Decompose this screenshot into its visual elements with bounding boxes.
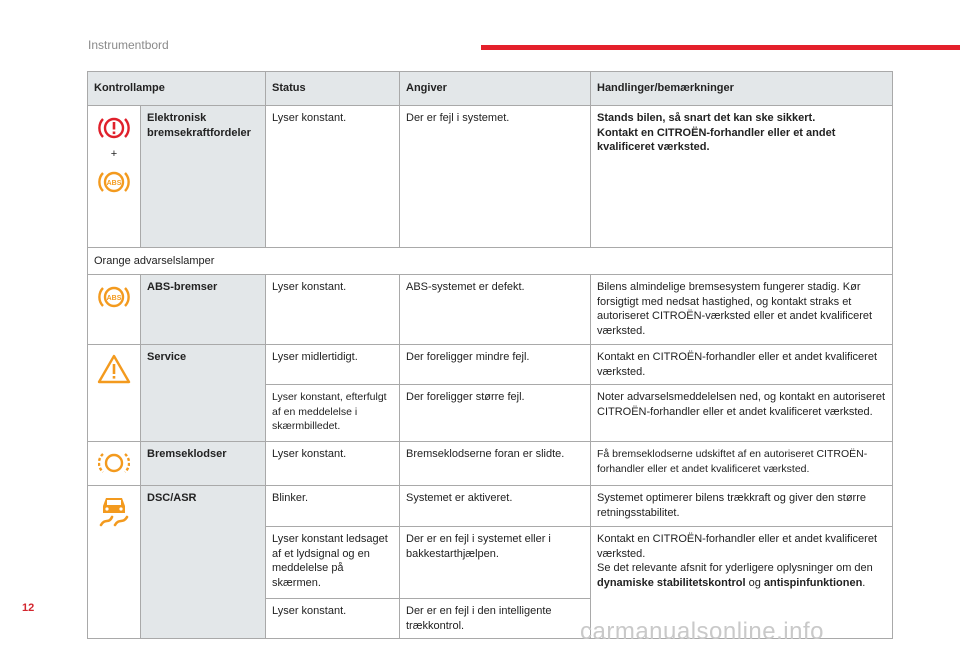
page-number: 12 xyxy=(22,602,35,614)
action-text-part: . xyxy=(862,576,866,589)
section-row xyxy=(88,248,893,275)
warning-triangle-icon xyxy=(97,353,131,385)
meaning-cell: ABS-systemet er defekt. xyxy=(400,275,591,345)
lamp-icon-cell xyxy=(88,486,141,639)
action-cell: Noter advarselsmeddelelsen ned, og kontakt en autoriseret CITROËN-forhandler eller et andet kvalificeret værksted. xyxy=(591,385,893,442)
meaning-cell: Systemet er aktiveret. xyxy=(400,486,591,527)
table-row xyxy=(88,106,893,248)
table-row xyxy=(88,345,893,385)
action-text-part: og xyxy=(745,576,764,589)
warning-lamp-table xyxy=(87,71,893,639)
svg-text:ABS: ABS xyxy=(106,295,122,302)
brake-warning-icon xyxy=(98,114,130,142)
action-text: Kontakt en CITROËN-forhandler eller et andet kvalificeret værksted. xyxy=(597,533,878,560)
status-cell: Lyser konstant. xyxy=(266,106,400,248)
lamp-icon-cell xyxy=(88,442,141,486)
accent-bar xyxy=(481,45,960,50)
action-cell: Kontakt en CITROËN-forhandler eller et andet kvalificeret værksted. xyxy=(591,345,893,385)
action-cell: Systemet optimerer bilens trækkraft og giver den større retningsstabilitet. xyxy=(591,486,893,527)
action-text-part: Se det relevante afsnit for yderligere oplysninger om den xyxy=(597,562,873,574)
table-header-row xyxy=(88,72,893,106)
abs-icon xyxy=(98,168,130,196)
action-text xyxy=(597,561,886,590)
col-header-lamp: Kontrollampe xyxy=(88,72,266,106)
status-cell: Lyser midlertidigt. xyxy=(266,345,400,385)
svg-text:ABS: ABS xyxy=(106,180,122,187)
meaning-cell: Der er en fejl i den intelligente trækkontrol. xyxy=(400,599,591,639)
meaning-cell: Der foreligger større fejl. xyxy=(400,385,591,442)
col-header-meaning: Angiver xyxy=(400,72,591,106)
meaning-cell: Der foreligger mindre fejl. xyxy=(400,345,591,385)
status-cell: Lyser konstant ledsaget af et lydsignal og en meddelelse på skærmen. xyxy=(266,527,400,599)
lamp-name: ABS-bremser xyxy=(141,275,266,345)
lamp-icon-cell xyxy=(88,275,141,345)
action-link-dsc: dynamiske stabilitetskontrol xyxy=(597,576,746,589)
action-cell: Få bremseklodserne udskiftet af en autoriseret CITROËN-forhandler eller et andet kvalificeret værksted. xyxy=(591,442,893,486)
action-cell: Bilens almindelige bremsesystem fungerer stadig. Kør forsigtigt med nedsat hastighed, og kontakt straks et autoriseret CITROËN-værksted eller et andet kvalificeret værksted. xyxy=(591,275,893,345)
col-header-action: Handlinger/bemærkninger xyxy=(591,72,893,106)
lamp-name: Elektronisk bremsekraftfordeler xyxy=(141,106,266,248)
status-cell: Lyser konstant. xyxy=(266,442,400,486)
status-cell: Blinker. xyxy=(266,486,400,527)
status-cell: Lyser konstant, efterfulgt af en meddelelse i skærmbilledet. xyxy=(266,385,400,442)
abs-icon xyxy=(98,283,130,311)
lamp-name: DSC/ASR xyxy=(141,486,266,639)
action-link-asr: antispinfunktionen xyxy=(763,576,863,589)
meaning-cell: Der er en fejl i systemet eller i bakkestarthjælpen. xyxy=(400,527,591,599)
plus-sign: + xyxy=(110,148,118,160)
section-label: Orange advarselslamper xyxy=(88,248,893,275)
status-cell: Lyser konstant. xyxy=(266,599,400,639)
status-cell: Lyser konstant. xyxy=(266,275,400,345)
section-title: Instrumentbord xyxy=(88,38,169,52)
lamp-icon-cell xyxy=(88,345,141,442)
lamp-name: Service xyxy=(141,345,266,442)
lamp-name: Bremseklodser xyxy=(141,442,266,486)
table-row xyxy=(88,442,893,486)
action-cell xyxy=(591,106,893,248)
table-row xyxy=(88,486,893,527)
meaning-cell: Der er fejl i systemet. xyxy=(400,106,591,248)
watermark: carmanualsonline.info xyxy=(580,618,824,645)
col-header-status: Status xyxy=(266,72,400,106)
table-row xyxy=(88,275,893,345)
dsc-skid-car-icon xyxy=(97,494,131,528)
meaning-cell: Bremseklodserne foran er slidte. xyxy=(400,442,591,486)
lamp-icon-cell xyxy=(88,106,141,248)
brake-pads-icon xyxy=(98,450,130,476)
action-text: Stands bilen, så snart det kan ske sikkert. xyxy=(597,112,816,124)
action-text: Kontakt en CITROËN-forhandler eller et andet kvalificeret værksted. xyxy=(597,126,836,153)
